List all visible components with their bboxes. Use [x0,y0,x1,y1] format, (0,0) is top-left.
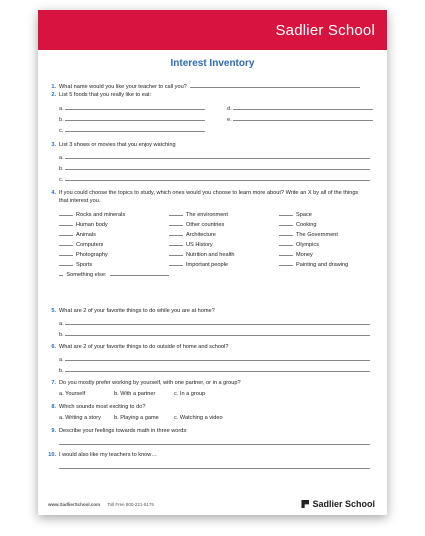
question-3: 3. List 3 shows or movies that you enjoy watching [51,142,176,148]
option-c[interactable]: c. In a group [174,391,206,397]
question-7: 7. Do you mostly prefer working by yourself, with one partner, or in a group? [51,380,241,386]
answer-line[interactable] [59,463,370,469]
topic-item[interactable]: Money [279,250,374,260]
option-b[interactable]: b. With a partner [114,391,156,397]
topic-item[interactable]: Animals [59,230,169,240]
topic-col-3 [279,210,374,270]
food-c: c. [59,126,205,136]
answer-line[interactable] [233,104,373,110]
topic-item[interactable]: Olympics [279,240,374,250]
topic-item[interactable]: Architecture [169,230,279,240]
answer-line[interactable] [110,270,169,276]
topic-item-other[interactable]: Something else: [59,270,169,280]
option-a[interactable]: a. Writing a story [59,415,101,421]
question-6: 6. What are 2 of your favorite things to do outside of home and school? [51,344,229,350]
answer-line[interactable] [65,164,370,170]
copyright-vertical [381,320,384,490]
brand-name: Sadlier School [275,22,375,39]
home-a: a. [59,319,370,329]
answer-line[interactable] [233,115,373,121]
topic-item[interactable]: Space [279,210,374,220]
food-b: b. [59,115,205,125]
show-a: a. [59,153,370,163]
question-4-cont: that interest you. [59,198,101,204]
food-e: e. [227,115,373,125]
option-a[interactable]: a. Yourself [59,391,86,397]
question-1: 1. What name would you like your teacher to call you? [46,82,360,92]
math-line [59,439,370,445]
topic-item[interactable]: Nutrition and health [169,250,279,260]
footer-logo: Sadlier School [301,499,375,509]
option-c[interactable]: c. Watching a video [174,415,223,421]
outside-a: a. [59,355,370,365]
outside-b: b. [59,366,370,376]
topic-item[interactable]: The environment [169,210,279,220]
worksheet [38,10,387,515]
answer-line[interactable] [65,104,205,110]
topic-item[interactable]: Rocks and minerals [59,210,169,220]
teacher-line [59,463,370,469]
show-c: c. [59,175,370,185]
topic-item[interactable]: Computers [59,240,169,250]
topic-item[interactable]: Photography [59,250,169,260]
topic-item[interactable]: Human body [59,220,169,230]
footer-url[interactable]: www.SadlierSchool.com [48,502,101,507]
food-a: a. [59,104,205,114]
answer-line[interactable] [65,126,205,132]
exciting-options [59,415,223,423]
topic-col-1 [59,210,169,280]
footer-contact [48,502,154,507]
topic-item[interactable]: Sports [59,260,169,270]
answer-line[interactable] [65,115,205,121]
topic-item[interactable]: Cooking [279,220,374,230]
page-title: Interest Inventory [170,58,255,69]
answer-line[interactable] [59,439,370,445]
topic-item[interactable]: The Government [279,230,374,240]
home-b: b. [59,330,370,340]
answer-line[interactable] [65,319,370,325]
topic-item[interactable]: Painting and drawing [279,260,374,270]
answer-line[interactable] [190,82,360,88]
answer-line[interactable] [65,366,370,372]
answer-line[interactable] [65,355,370,361]
footer-phone: Toll Free 800-221-5175 [107,502,154,507]
answer-line[interactable] [65,175,370,181]
question-2: 2. List 5 foods that you really like to eat: [51,92,152,98]
header-band [38,10,387,50]
question-5: 5. What are 2 of your favorite things to do while you are at home? [51,308,215,314]
work-options [59,391,205,399]
topic-item[interactable]: Other countries [169,220,279,230]
question-10: 10. I would also like my teachers to know… [48,452,157,458]
topic-item[interactable]: US History [169,240,279,250]
answer-line[interactable] [65,153,370,159]
show-b: b. [59,164,370,174]
sadlier-logo-icon [301,500,309,508]
question-8: 8. Which sounds most exciting to do? [51,404,146,410]
option-b[interactable]: b. Playing a game [114,415,159,421]
question-4: 4. If you could choose the topics to study, which ones would you choose to learn more about? Write an X by all of the things [51,190,359,196]
topic-col-2 [169,210,279,270]
question-9: 9. Describe your feelings towards math in three words: [51,428,188,434]
topic-item[interactable]: Important people [169,260,279,270]
food-d: d. [227,104,373,114]
answer-line[interactable] [65,330,370,336]
